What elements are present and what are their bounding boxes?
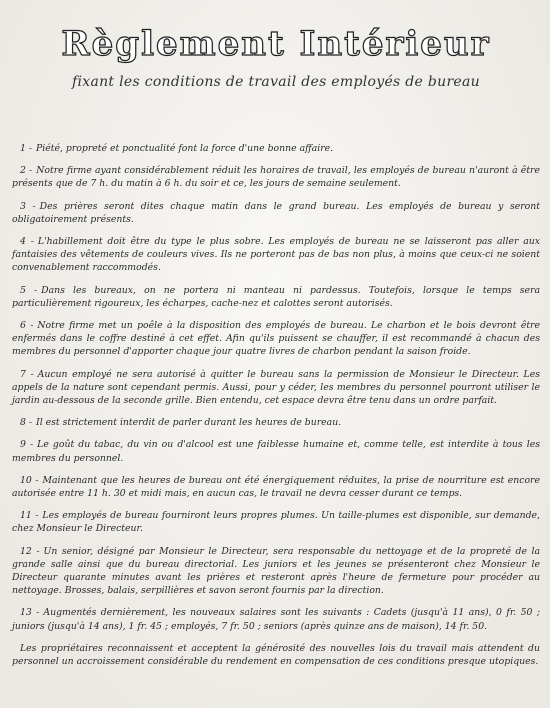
rule-item (12, 235, 540, 275)
rule-item (12, 438, 540, 464)
rule-text: Piété, propreté et ponctualité font la force d'une bonne affaire. (36, 143, 334, 154)
rule-number: 1 - (20, 143, 33, 154)
rule-item (12, 200, 540, 226)
rule-number: 2 - (20, 165, 33, 177)
rule-number: 3 - (20, 200, 36, 212)
document-title: Règlement Intérieur (61, 24, 491, 64)
rule-text: Dans les bureaux, on ne portera ni manteau ni pardessus. Toutefois, lorsque le temps sera particulièrement rigoureux, les écharpes, cache-nez et calottes seront autorisés. (12, 284, 540, 309)
rule-text: Maintenant que les heures de bureau ont été énergiquement réduites, la prise de nourriture est encore autorisée entre 11 h. 30 et midi mais, en aucun cas, le travail ne devra cesser durant ce temps. (12, 474, 540, 500)
rule-number: 5 - (20, 284, 38, 296)
rule-item (12, 606, 540, 632)
document-subtitle: fixant les conditions de travail des employés de bureau (72, 74, 480, 90)
rule-text: Les employés de bureau fourniront leurs propres plumes. Un taille-plumes est disponible, sur demande, chez Monsieur le Directeur. (12, 510, 540, 535)
rule-text: Notre firme ayant considérablement réduit les horaires de travail, les employés de bureau n'auront à être présents que de 7 h. du matin à 6 h. du soir et ce, les jours de semaine seulement. (12, 165, 540, 190)
rule-number: 12 - (20, 545, 40, 557)
rule-text: Notre firme met un poêle à la disposition des employés de bureau. Le charbon et le bois devront être enfermés dans le coffre destiné à cet effet. Afin qu'ils puissent se chauffer, il est recommandé à chacun des membres du personnel d'apporter chaque jour quatre livres de charbon pendant la saison froide. (12, 320, 540, 358)
rule-number: 11 - (20, 510, 39, 522)
rule-item (12, 545, 540, 598)
rule-item (12, 319, 540, 359)
rule-item (12, 164, 540, 190)
rule-text: Des prières seront dites chaque matin dans le grand bureau. Les employés de bureau y seront obligatoirement présents. (12, 200, 540, 225)
rule-item (12, 509, 540, 535)
rule-text: Aucun employé ne sera autorisé à quitter le bureau sans la permission de Monsieur le Directeur. Les appels de la nature sont cependant permis. Aussi, pour y céder, les membres du personnel pourront utiliser le jardin au-dessous de la seconde grille. Bien entendu, cet espace devra être tenu dans un ordre parfait. (12, 368, 541, 407)
rule-item (12, 416, 540, 429)
rule-number: 13 - (20, 607, 40, 619)
rule-number: 4 - (20, 236, 34, 248)
rule-item (12, 142, 540, 155)
rule-item (12, 474, 540, 500)
rule-item (12, 368, 540, 408)
rule-text: Augmentés dernièrement, les nouveaux salaires sont les suivants : Cadets (jusqu'à 11 ans), 0 fr. 50 ; juniors (jusqu'à 14 ans), 1 fr. 45 ; employés, 7 fr. 50 ; seniors (après quinze ans de maison), 14 fr. 50. (12, 607, 540, 632)
rule-number: 8 - (20, 417, 33, 429)
rule-item (12, 284, 540, 310)
rule-number: 6 - (20, 320, 34, 332)
rule-text: Le goût du tabac, du vin ou d'alcool est une faiblesse humaine et, comme telle, est interdite à tous les membres du personnel. (12, 439, 540, 464)
document-footer: Les propriétaires reconnaissent et acceptent la générosité des nouvelles lois du travail mais attendent du personnel un accroissement considérable du rendement en compensation de ces conditions presque utopiques. (12, 642, 540, 668)
rule-number: 10 - (20, 474, 39, 486)
rules-list (12, 142, 540, 633)
rule-number: 9 - (20, 439, 34, 451)
rule-text: L'habillement doit être du type le plus sobre. Les employés de bureau ne se laisseront pas aller aux fantaisies des vêtements de couleurs vives. Ils ne porteront pas de bas non plus, à moins que ceux-ci ne soient convenablement raccommodés. (12, 236, 541, 274)
rule-number: 7 - (20, 368, 34, 380)
rule-text: Il est strictement interdit de parler durant les heures de bureau. (36, 417, 342, 429)
rule-text: Un senior, désigné par Monsieur le Directeur, sera responsable du nettoyage et de la propreté de la grande salle ainsi que du bureau directorial. Les juniors et les jeunes se présenteront chez Monsieur le Directeur quarante minutes avant les prières et resteront après l'heure de fermeture pour procéder au nettoyage. Brosses, balais, serpillières et savon seront fournis par la direction. (12, 545, 540, 597)
